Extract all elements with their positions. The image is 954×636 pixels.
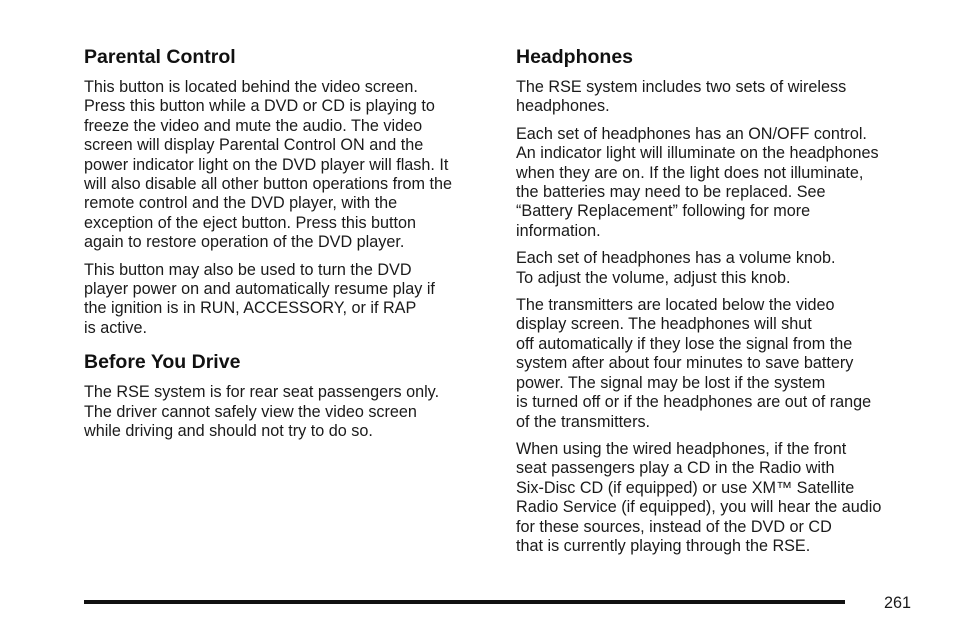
- headphones-heading: Headphones: [516, 46, 634, 68]
- headphones-paragraph-2: Each set of headphones has an ON/OFF control. An indicator light will illuminate on the headphones when they are on. If the light does not illuminate, the batteries may need to be replaced. See “Battery Replacement” following for more information.: [516, 124, 879, 240]
- left-column: [84, 46, 484, 450]
- headphones-paragraph-5: When using the wired headphones, if the front seat passengers play a CD in the Radio with Six-Disc CD (if equipped) or use XM™ Satellite Radio Service (if equipped), you will hear the audio for these sources, instead of the DVD or CD that is currently playing through the RSE.: [516, 439, 882, 555]
- parental-control-paragraph-1: This button is located behind the video screen. Press this button while a DVD or CD is playing to freeze the video and mute the audio. The video screen will display Parental Control ON and the power indicator light on the DVD player will flash. It will also disable all other button operations from the remote control and the DVD player, with the exception of the eject button. Press this button again to restore operation of the DVD player.: [84, 78, 453, 252]
- headphones-paragraph-4: The transmitters are located below the video display screen. The headphones will shut off automatically if they lose the signal from the system after about four minutes to save battery power. The signal may be lost if the system is turned off or if the headphones are out of range of the transmitters.: [516, 296, 872, 431]
- parental-control-paragraph-2: This button may also be used to turn the DVD player power on and automatically resume play if the ignition is in RUN, ACCESSORY, or if RAP is active.: [84, 260, 435, 337]
- before-you-drive-paragraph-1: The RSE system is for rear seat passengers only. The driver cannot safely view the video screen while driving and should not try to do so.: [84, 383, 440, 441]
- right-column: [516, 46, 924, 564]
- before-you-drive-heading: Before You Drive: [84, 351, 241, 374]
- headphones-paragraph-3: Each set of headphones has a volume knob. To adjust the volume, adjust this knob.: [516, 249, 836, 287]
- page-number: 261: [884, 594, 912, 612]
- headphones-paragraph-1: The RSE system includes two sets of wireless headphones.: [516, 78, 847, 116]
- footer-rule: [84, 600, 845, 604]
- parental-control-heading: Parental Control: [84, 46, 236, 68]
